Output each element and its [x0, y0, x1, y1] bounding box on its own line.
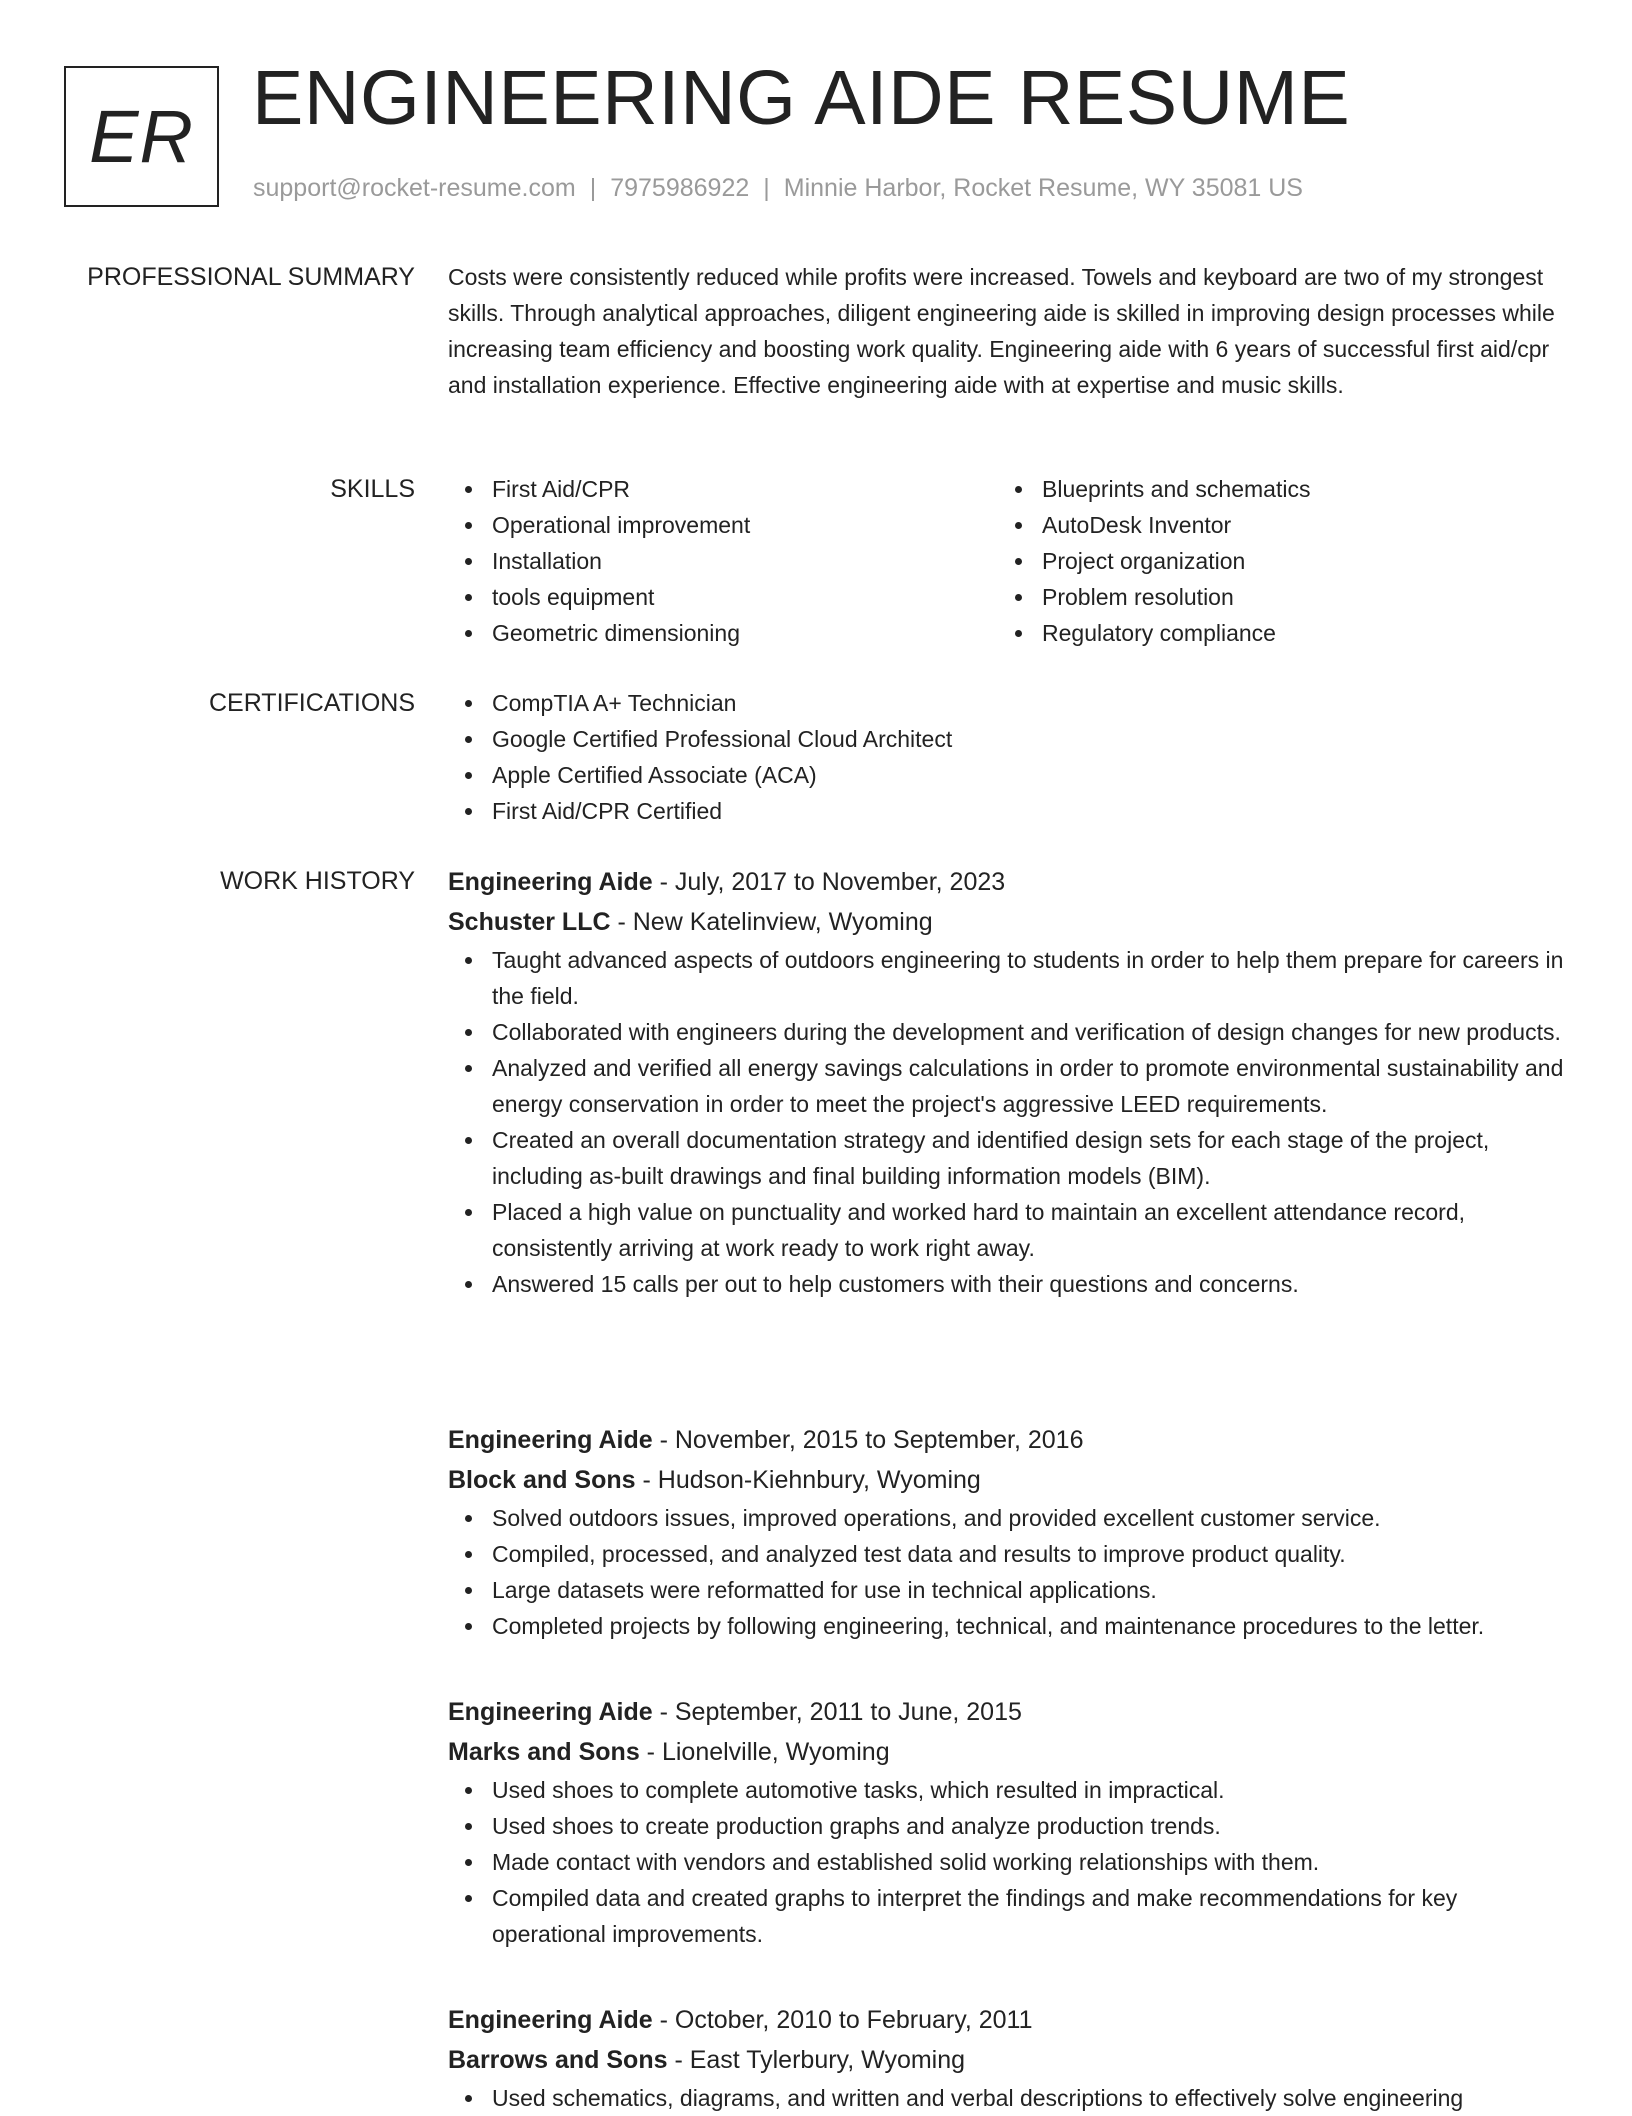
job-company: Schuster LLC	[448, 908, 611, 936]
job-title: Engineering Aide	[448, 2006, 653, 2034]
work-history-body	[448, 862, 1568, 2111]
certifications-list	[448, 685, 1568, 829]
job-title: Engineering Aide	[448, 1426, 653, 1454]
job-bullet: Large datasets were reformatted for use in technical applications.	[448, 1572, 1568, 1608]
skills-body	[448, 471, 1568, 651]
job-location: - Hudson-Kiehnbury, Wyoming	[635, 1466, 981, 1494]
job-entry	[448, 862, 1568, 1302]
contact-phone[interactable]: 7975986922	[610, 174, 750, 202]
skills-column-right	[998, 471, 1548, 651]
job-company-line	[448, 1732, 1568, 1772]
skill-item: First Aid/CPR	[448, 471, 998, 507]
certifications-heading: CERTIFICATIONS	[208, 689, 415, 717]
certification-item: First Aid/CPR Certified	[448, 793, 1568, 829]
job-title: Engineering Aide	[448, 868, 653, 896]
skill-item: tools equipment	[448, 579, 998, 615]
certification-item: Google Certified Professional Cloud Architect	[448, 721, 1568, 757]
job-company: Marks and Sons	[448, 1738, 640, 1766]
skill-item: Geometric dimensioning	[448, 615, 998, 651]
contact-separator: |	[589, 174, 597, 202]
job-bullet: Solved outdoors issues, improved operations, and provided excellent customer service.	[448, 1500, 1568, 1536]
job-dates: - October, 2010 to February, 2011	[652, 2006, 1033, 2034]
skills-column-left	[448, 471, 998, 651]
job-bullet: Analyzed and verified all energy savings calculations in order to promote environmental sustainability and energy conservation in order to meet the project's aggressive LEED requirements.	[448, 1050, 1568, 1122]
job-bullet-list	[448, 2080, 1568, 2116]
summary-heading: PROFESSIONAL SUMMARY	[87, 263, 415, 291]
job-company: Block and Sons	[448, 1466, 636, 1494]
job-title-line	[448, 862, 1568, 902]
summary-text: Costs were consistently reduced while profits were increased. Towels and keyboard are two of my strongest skills. Through analytical approaches, diligent engineering aide is skilled in improving design processes while increasing team efficiency and boosting work quality. Engineering aide with 6 years of successful first aid/cpr and installation experience. Effective engineering aide with at expertise and music skills.	[448, 264, 1555, 398]
job-entry	[448, 2000, 1568, 2116]
skills-list-right	[998, 471, 1548, 651]
contact-email[interactable]: support@rocket-resume.com	[253, 174, 576, 202]
contact-line	[253, 174, 1303, 203]
job-bullet: Completed projects by following engineering, technical, and maintenance procedures to the letter.	[448, 1608, 1568, 1644]
contact-separator: |	[763, 174, 770, 202]
job-location: - East Tylerbury, Wyoming	[667, 2046, 966, 2074]
job-dates: - September, 2011 to June, 2015	[652, 1698, 1022, 1726]
job-location: - Lionelville, Wyoming	[639, 1738, 890, 1766]
skills-grid	[448, 471, 1568, 651]
job-dates: - July, 2017 to November, 2023	[652, 868, 1006, 896]
job-bullet: Used schematics, diagrams, and written and verbal descriptions to effectively solve engineering	[448, 2080, 1568, 2116]
skill-item: Regulatory compliance	[998, 615, 1548, 651]
job-bullet: Created an overall documentation strategy and identified design sets for each stage of the project, including as-built drawings and final building information models (BIM).	[448, 1122, 1568, 1194]
job-bullet: Collaborated with engineers during the development and verification of design changes for new products.	[448, 1014, 1568, 1050]
job-company-line	[448, 902, 1568, 942]
contact-address: Minnie Harbor, Rocket Resume, WY 35081 US	[783, 174, 1303, 202]
skills-heading: SKILLS	[330, 475, 415, 503]
job-title-line	[448, 1420, 1568, 1460]
job-entry	[448, 1420, 1568, 1644]
summary-body	[448, 259, 1568, 403]
job-title-line	[448, 2000, 1568, 2040]
resume-title: ENGINEERING AIDE RESUME	[252, 55, 1351, 141]
skill-item: Problem resolution	[998, 579, 1548, 615]
job-bullet: Answered 15 calls per out to help customers with their questions and concerns.	[448, 1266, 1568, 1302]
certification-item: CompTIA A+ Technician	[448, 685, 1568, 721]
skills-list-left	[448, 471, 998, 651]
job-title: Engineering Aide	[448, 1698, 653, 1726]
skill-item: AutoDesk Inventor	[998, 507, 1548, 543]
job-bullet: Taught advanced aspects of outdoors engineering to students in order to help them prepare for careers in the field.	[448, 942, 1568, 1014]
job-entry	[448, 1692, 1568, 1952]
skill-item: Project organization	[998, 543, 1548, 579]
job-bullet-list	[448, 942, 1568, 1302]
job-title-line	[448, 1692, 1568, 1732]
job-bullet-list	[448, 1772, 1568, 1952]
job-bullet: Made contact with vendors and established solid working relationships with them.	[448, 1844, 1568, 1880]
job-bullet: Compiled, processed, and analyzed test data and results to improve product quality.	[448, 1536, 1568, 1572]
job-dates: - November, 2015 to September, 2016	[652, 1426, 1084, 1454]
job-bullet: Used shoes to complete automotive tasks, which resulted in impractical.	[448, 1772, 1568, 1808]
job-bullet: Used shoes to create production graphs and analyze production trends.	[448, 1808, 1568, 1844]
job-company: Barrows and Sons	[448, 2046, 668, 2074]
skill-item: Installation	[448, 543, 998, 579]
certifications-body	[448, 685, 1568, 829]
job-location: - New Katelinview, Wyoming	[610, 908, 933, 936]
skill-item: Operational improvement	[448, 507, 998, 543]
job-bullet: Compiled data and created graphs to interpret the findings and make recommendations for key operational improvements.	[448, 1880, 1568, 1952]
job-bullet-list	[448, 1500, 1568, 1644]
job-company-line	[448, 1460, 1568, 1500]
job-bullet: Placed a high value on punctuality and worked hard to maintain an excellent attendance record, consistently arriving at work ready to work right away.	[448, 1194, 1568, 1266]
monogram-badge: ER	[64, 66, 219, 207]
job-company-line	[448, 2040, 1568, 2080]
skill-item: Blueprints and schematics	[998, 471, 1548, 507]
work-history-heading: WORK HISTORY	[220, 867, 415, 895]
certification-item: Apple Certified Associate (ACA)	[448, 757, 1568, 793]
